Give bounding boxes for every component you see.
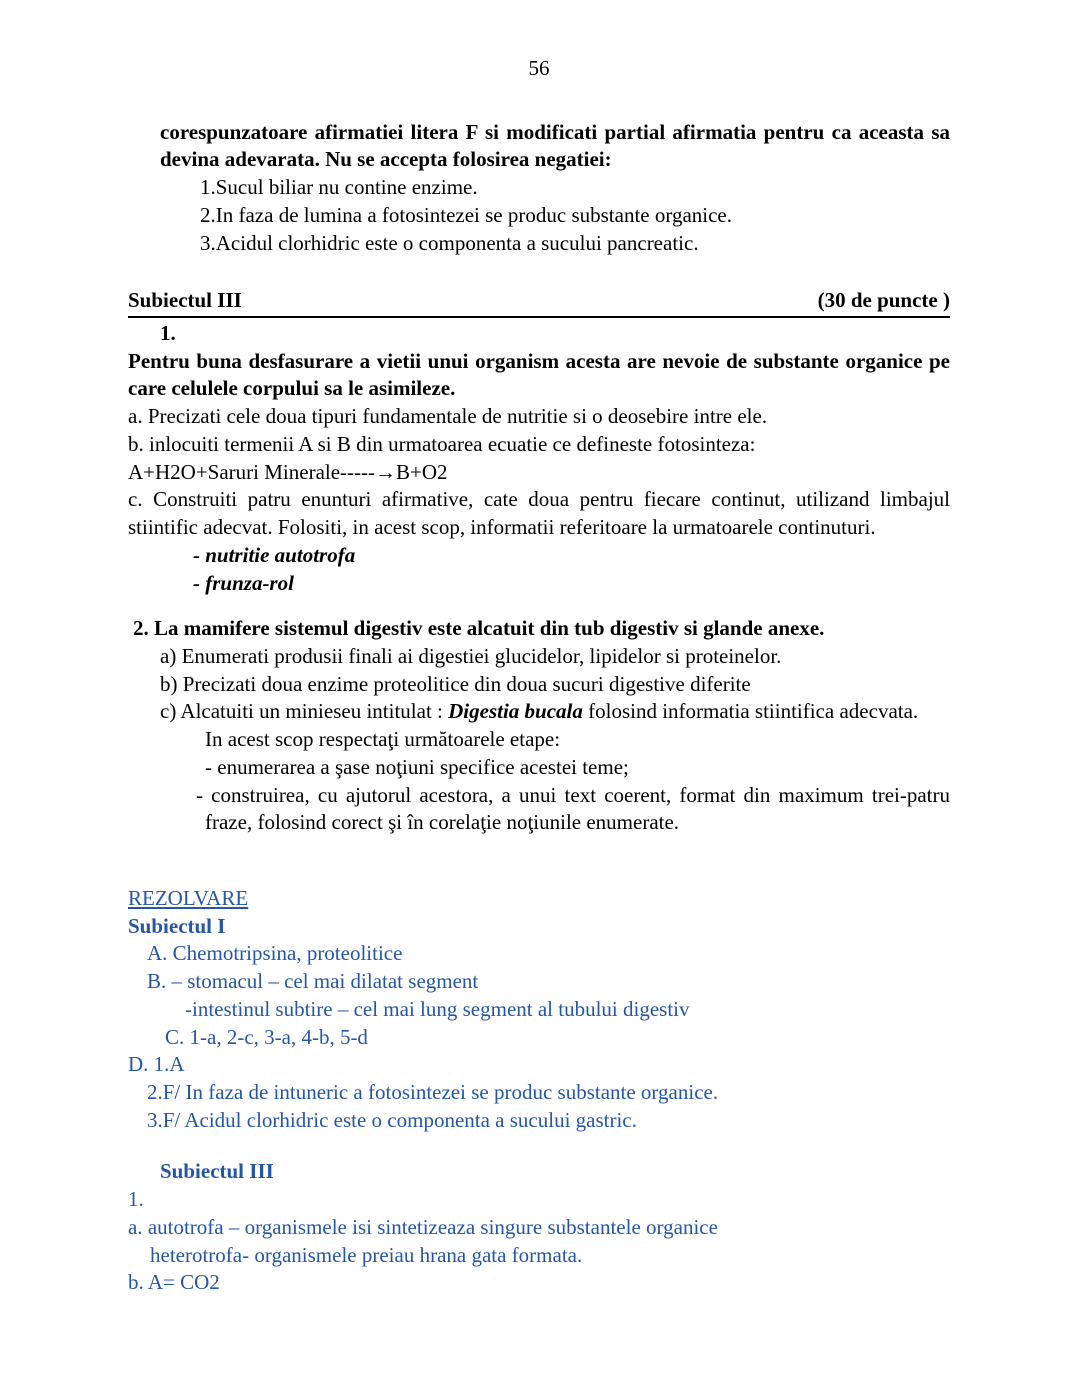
solution-line: D. 1.A: [128, 1052, 185, 1077]
subject3-title: Subiectul III: [128, 288, 242, 313]
bullet-item: - frunza-rol: [193, 570, 294, 595]
question-line-b: b. inlocuiti termenii A si B din urmatoarea ecuatie ce defineste fotosinteza:: [128, 431, 756, 456]
question-line-a: a) Enumerati produsii finali ai digestiei glucidelor, lipidelor si proteinelor.: [160, 643, 782, 668]
page-number: 56: [528, 56, 550, 80]
question-line-b: b) Precizati doua enzime proteolitice din doua sucuri digestive diferite: [160, 671, 751, 696]
intro-paragraph: corespunzatoare afirmatiei litera F si modificati partial afirmatia pentru ca aceasta sa devina adevarata. Nu se accepta folosirea negatiei:: [160, 119, 950, 172]
list-item: 3.Acidul clorhidric este o componenta a sucului pancreatic.: [200, 230, 699, 255]
list-item: 1.Sucul biliar nu contine enzime.: [200, 175, 478, 200]
solution-subject1: [128, 913, 950, 1135]
question-statement: 2. La mamifere sistemul digestiv este alcatuit din tub digestiv si glande anexe.: [133, 616, 825, 641]
solution-subject3: [128, 1158, 950, 1297]
solution-line: 3.F/ Acidul clorhidric este o componenta a sucului gastric.: [147, 1107, 637, 1132]
solution-title: REZOLVARE: [128, 885, 249, 910]
list-item: 2.In faza de lumina a fotosintezei se produc substante organice.: [200, 202, 733, 227]
intro-list: [128, 174, 950, 257]
bullet-item: - nutritie autotrofa: [193, 542, 356, 567]
solution-line: C. 1-a, 2-c, 3-a, 4-b, 5-d: [165, 1024, 368, 1049]
solution-line: A. Chemotripsina, proteolitice: [147, 941, 403, 966]
question-number: 1.: [160, 321, 176, 346]
step-item: - enumerarea a şase noţiuni specifice acestei teme;: [205, 754, 629, 779]
steps-intro: In acest scop respectaţi următoarele etape:: [205, 727, 561, 752]
step-item: - construirea, cu ajutorul acestora, a unui text coerent, format din maximum trei-patru fraze, folosind corect şi în corelaţie noţiunile enumerate.: [196, 782, 950, 835]
solution-line: b. A= CO2: [128, 1270, 220, 1295]
solution-subject3-heading: Subiectul III: [160, 1159, 274, 1184]
solution-line: a. autotrofa – organismele isi sintetizeaza singure substantele organice: [128, 1214, 718, 1239]
question-line-a: a. Precizati cele doua tipuri fundamentale de nutritie si o deosebire intre ele.: [128, 404, 768, 429]
line-c-suffix: folosind informatia stiintifica adecvata.: [582, 699, 919, 724]
question-statement: Pentru buna desfasurare a vietii unui organism acesta are nevoie de substante organice pe care celulele corpului sa le asimileze.: [128, 348, 950, 401]
solution-line: B. – stomacul – cel mai dilatat segment: [147, 969, 479, 994]
subject3-header: [128, 287, 950, 318]
solution-line: 1.: [128, 1187, 144, 1212]
solution-line: 2.F/ In faza de intuneric a fotosintezei se produc substante organice.: [147, 1080, 719, 1104]
line-c-prefix: c) Alcatuiti un minieseu intitulat :: [160, 699, 449, 724]
solution-subject1-heading: Subiectul I: [128, 913, 226, 938]
essay-title: Digestia bucala: [448, 699, 583, 724]
subject3-points: (30 de puncte ): [817, 288, 950, 313]
solution-line: -intestinul subtire – cel mai lung segment al tubului digestiv: [185, 996, 690, 1021]
solution-section: [128, 885, 950, 1297]
subject3-question-1: [128, 320, 950, 597]
photosynthesis-equation: A+H2O+Saruri Minerale-----→B+O2: [128, 459, 448, 484]
solution-line: heterotrofa- organismele preiau hrana gata formata.: [150, 1242, 583, 1267]
question-line-c: c. Construiti patru enunturi afirmative, cate doua pentru fiecare continut, utilizand limbajul stiintific adecvat. Folositi, in acest scop, informatii referitoare la urmatoarele continuturi.: [128, 487, 950, 540]
question-line-c: [128, 698, 950, 726]
subject3-question-2: [128, 615, 950, 837]
